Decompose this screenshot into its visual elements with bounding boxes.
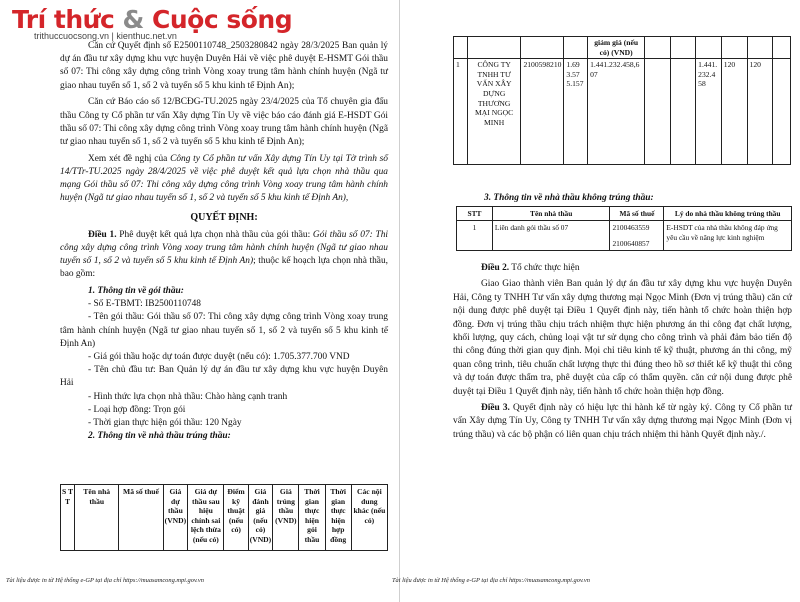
col-noi-dung-khac: Các nội dung khác (nếu có) [351,485,387,551]
col-stt: STT [457,207,493,221]
winning-bidder-table-header [60,484,388,551]
col-tg-goi-thau: Thời gian thực hiện gói thầu [299,485,325,551]
cell-ma-so-thue [610,221,664,251]
cell-stt: 1 [457,221,493,251]
cell-ten-nha-thau: Liên danh gói thầu số 07 [492,221,610,251]
table-row [454,59,791,165]
table-row [457,221,792,251]
logo-title: Trí thức & Cuộc sống [12,5,293,34]
col-stt: S T T [61,485,75,551]
cell-ten-nha-thau: CÔNG TY TNHH TƯ VẤN XÂY DỰNG THƯƠNG MẠI NGỌC MINH [467,59,521,165]
col-ten-nha-thau: Tên nhà thầu [75,485,119,551]
table-header-tail-row [454,37,791,59]
col-gia-trung-thau: Giá trúng thầu (VND) [273,485,299,551]
cell-ly-do: E-HSDT của nhà thầu không đáp ứng yêu cầu về năng lực kinh nghiệm [664,221,792,251]
cell-gia-giam: 1.441.232.458,607 [588,59,645,165]
section-1-title: 1. Thông tin về gói thầu: [88,285,184,296]
winning-bidder-table-body [453,36,791,165]
dieu-1-paragraph: Điều 1. Phê duyệt kết quả lựa chọn nhà thầu của gói thầu: Gói thầu số 07: Thi công xây dựng công trình Vòng xoay trung tâm hành chính huyện (Ngã tư giao nhau tuyến số 1, số 2 và tuyến số 5 khu kinh tế Định An); thuộc kế hoạch lựa chọn nhà thầu, bao gồm: [60,229,388,280]
mst-1: 2100463559 [612,223,650,233]
col-ten-nha-thau: Tên nhà thầu [492,207,610,221]
decision-heading: QUYẾT ĐỊNH: [190,212,258,224]
right-body [453,262,792,445]
losing-bidder-table [456,206,792,251]
dieu-2-heading: Điều 2. Tổ chức thực hiện [481,263,580,273]
cell-gia-du-thau: 1.693.575.157 [564,59,588,165]
left-body [60,40,388,443]
right-footer: Tài liệu được in từ Hệ thống e-GP tại địa chỉ https://muasamcong.mpi.gov.vn [392,577,590,584]
xem-xet-paragraph: Xem xét đề nghị của Công ty Cổ phần tư vấn Xây dựng Tín Uy tại Tờ trình số 14/TTr-TU.2025 ngày 28/4/2025 về việc phê duyệt kết quả lựa chọn nhà thầu qua mạng Gói thầu số 07: Thi công xây dựng công trình Vòng xoay trung tâm hành chính huyện (Ngã tư giao nhau tuyến số 1, số 2 và tuyến số 5 khu kinh tế Định An), [60,153,388,204]
col-tg-hop-dong: Thời gian thực hiện hợp đồng [325,485,351,551]
site-logo[interactable] [12,6,292,41]
dieu-3-paragraph: Điều 3. Quyết định này có hiệu lực thi hành kể từ ngày ký. Công ty Cổ phần tư vấn Xây dựng Tín Uy, Công ty TNHH Tư vấn xây dựng thương mại Ngọc Minh (Đơn vị trúng thầu) và các bộ phận có liên quan chịu trách nhiệm thi hành Quyết định này./. [453,403,792,440]
etbmt-line: - Số E-TBMT: IB2500110748 [88,299,201,310]
dieu-2-paragraph: Giao Giao thành viên Ban quản lý dự án đầu tư xây dựng khu vực huyện Duyên Hải, Công ty TNHH Tư vấn xây dựng thương mại Ngọc Minh (Đơn vị trúng thầu) căn cứ nội dung được phê duyệt tại Điều 1 Quyết định này, tiến hành tổ chức hoàn thiện hợp đồng. Đơn vị trúng thầu chịu trách nhiệm thực hiện phương án thi công đạt chất lượng, khối lượng, quy cách, chủng loại vật tư sử dụng cho công trình và phải đảm bảo tiến độ thi công đúng thời gian quy định. Mọi chỉ tiêu kinh tế kỹ thuật, phương án thi công, mỹ quan công trình, tiêu chuẩn chất lượng thực thi đúng theo hồ sơ thiết kế kỹ thuật thi công và dự toán được thẩm tra, phê duyệt của cấp có thẩm quyền. căn cứ nội dung được phê duyệt tại Điều 1 Quyết định này, tiến hành tổ chức hoàn thiện hợp đồng. [453,279,792,397]
col-giam-gia-header: giảm giá (nếu có) (VND) [588,37,645,59]
ten-goi-thau-line: - Tên gói thầu: Gói thầu số 07: Thi công xây dựng công trình Vòng xoay trung tâm hành chính huyện (Ngã tư giao nhau tuyến số 1, số 2 và tuyến số 5 khu kinh tế Định An) [60,312,388,349]
col-diem-ky-thuat: Điểm kỹ thuật (nếu có) [224,485,248,551]
cell-gia-trung-thau: 1.441.232.458 [696,59,722,165]
cell-tg-goi: 120 [721,59,747,165]
chu-dau-tu-line: - Tên chủ đầu tư: Ban Quản lý dự án đầu tư xây dựng khu vực huyện Duyên Hải [60,365,388,389]
table-header-row [457,207,792,221]
loai-hop-dong-line: - Loại hợp đồng: Trọn gói [88,404,186,415]
logo-domain: trithuccuocsong.vn | kienthuc.net.vn [34,31,177,41]
cell-ma-so-thue: 2100598210 [521,59,564,165]
cell-stt: 1 [454,59,468,165]
col-gia-du-thau: Giá dự thầu (VND) [163,485,188,551]
can-cu-paragraph-2: Căn cứ Báo cáo số 12/BCĐG-TU.2025 ngày 23/4/2025 của Tổ chuyên gia đấu thầu Công ty Cổ phần tư vấn Xây dựng Tín Uy về việc báo cáo đánh giá E-HSDT Gói thầu số 07: Thi công xây dựng công trình Vòng xoay trung tâm hành chính huyện (Ngã tư giao nhau tuyến số 1, số 2 và tuyến số 5 khu kinh tế Định An); [60,97,388,147]
cell-tg-hop-dong: 120 [747,59,773,165]
thoi-gian-line: - Thời gian thực hiện gói thầu: 120 Ngày [88,417,242,428]
col-ma-so-thue: Mã số thuế [610,207,664,221]
section-2-title: 2. Thông tin về nhà thầu trúng thầu: [88,431,231,442]
gia-goi-thau-line: - Giá gói thầu hoặc dự toán được duyệt (nếu có): 1.705.377.700 VND [88,351,350,362]
left-footer: Tài liệu được in từ Hệ thống e-GP tại địa chỉ https://muasamcong.mpi.gov.vn [6,577,204,584]
col-ma-so-thue: Mã số thuế [119,485,163,551]
mst-2: 2100640857 [612,238,650,248]
col-gia-danh-gia: Giá đánh giá (nếu có) (VND) [248,485,273,551]
can-cu-paragraph-1: Căn cứ Quyết định số E2500110748_2503280842 ngày 28/3/2025 Ban quản lý dự án đầu tư xây dựng khu vực huyện Duyên Hải về việc phê duyệt E-HSMT Gói thầu số 07: Thi công xây dựng công trình Vòng xoay trung tâm hành chính huyện (Ngã tư giao nhau tuyến số 1, số 2 và tuyến số 5 khu kinh tế Định An); [60,41,388,91]
hinh-thuc-line: - Hình thức lựa chọn nhà thầu: Chào hàng cạnh tranh [88,391,288,402]
table-header-row [61,485,388,551]
col-gia-hieu-chinh: Giá dự thầu sau hiệu chỉnh sai lệch thừa (nếu có) [188,485,224,551]
section-3-title: 3. Thông tin về nhà thầu không trúng thầu: [484,193,654,203]
col-ly-do: Lý do nhà thầu không trúng thầu [664,207,792,221]
